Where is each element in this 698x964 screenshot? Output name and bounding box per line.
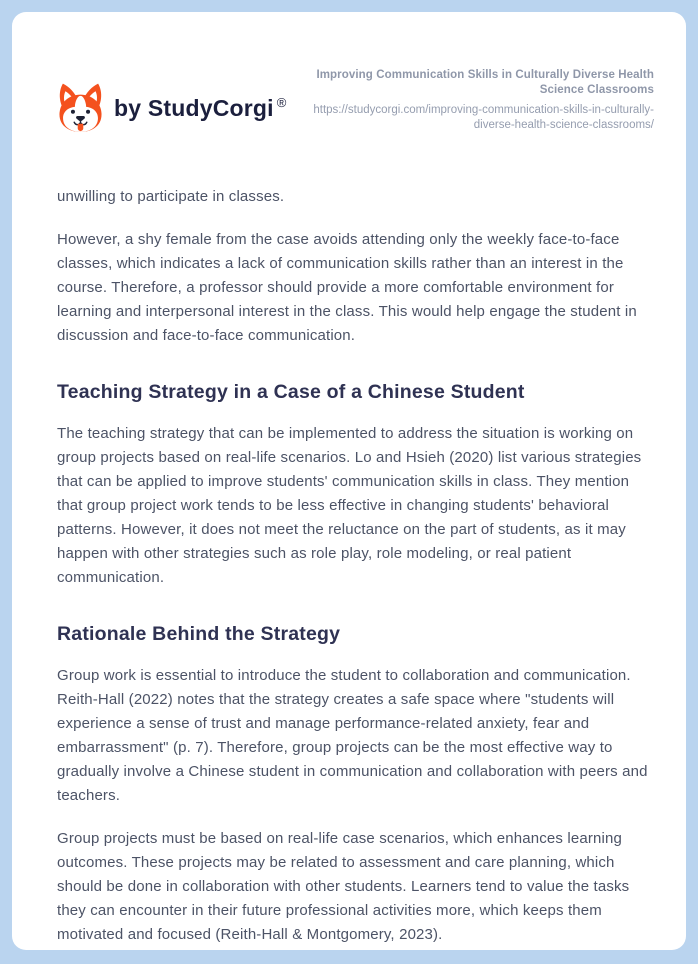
corgi-logo-icon — [57, 80, 104, 136]
article-paragraph: unwilling to participate in classes. — [57, 188, 285, 205]
document-url-link[interactable]: https://studycorgi.com/improving-communication-skills-in-culturally-diverse-health-science-classrooms/ — [313, 104, 654, 131]
studycorgi-brand-link[interactable] — [57, 80, 287, 136]
section-heading: Rationale Behind the Strategy — [57, 623, 341, 645]
document-title: Improving Communication Skills in Culturally Diverse Health Science Classrooms — [316, 69, 654, 96]
registered-trademark-symbol: ® — [276, 94, 287, 110]
document-header — [57, 66, 654, 136]
document-meta — [312, 68, 654, 133]
brand-label: by StudyCorgi — [114, 94, 274, 121]
document-card — [12, 12, 686, 950]
article-paragraph: Group work is essential to introduce the student to collaboration and communication. Reith-Hall (2022) notes that the strategy creates a safe space where "students will experience a sense of trust and manage performance-related anxiety, fear and embarrassment" (p. 7). Therefore, group projects can be the most effective way to gradually involve a Chinese student in communication and collaboration with peers and teachers. — [57, 667, 648, 804]
article-paragraph: Group projects must be based on real-life case scenarios, which enhances learning outcomes. These projects may be related to assessment and care planning, which should be done in collaboration with other students. Learners tend to value the tasks they can encounter in their future professional activities more, which keeps them motivated and focused (Reith-Hall & Montgomery, 2023). — [57, 830, 630, 943]
section-heading: Teaching Strategy in a Case of a Chinese Student — [57, 381, 525, 403]
article-paragraph: The teaching strategy that can be implemented to address the situation is working on group projects based on real-life scenarios. Lo and Hsieh (2020) list various strategies that can be applied to improve students' communication skills in class. They mention that group project work tends to be less effective in changing students' behavioral patterns. However, it does not meet the reluctance on the part of students, as it may happen with other strategies such as role play, role modeling, or real patient communication. — [57, 425, 642, 586]
brand-wordmark — [114, 95, 287, 122]
article-body — [57, 185, 654, 947]
article-paragraph: However, a shy female from the case avoids attending only the weekly face-to-face classes, which indicates a lack of communication skills rather than an interest in the course. Therefore, a professor should provide a more comfortable environment for learning and interpersonal interest in the class. This would help engage the student in discussion and face-to-face communication. — [57, 231, 637, 344]
